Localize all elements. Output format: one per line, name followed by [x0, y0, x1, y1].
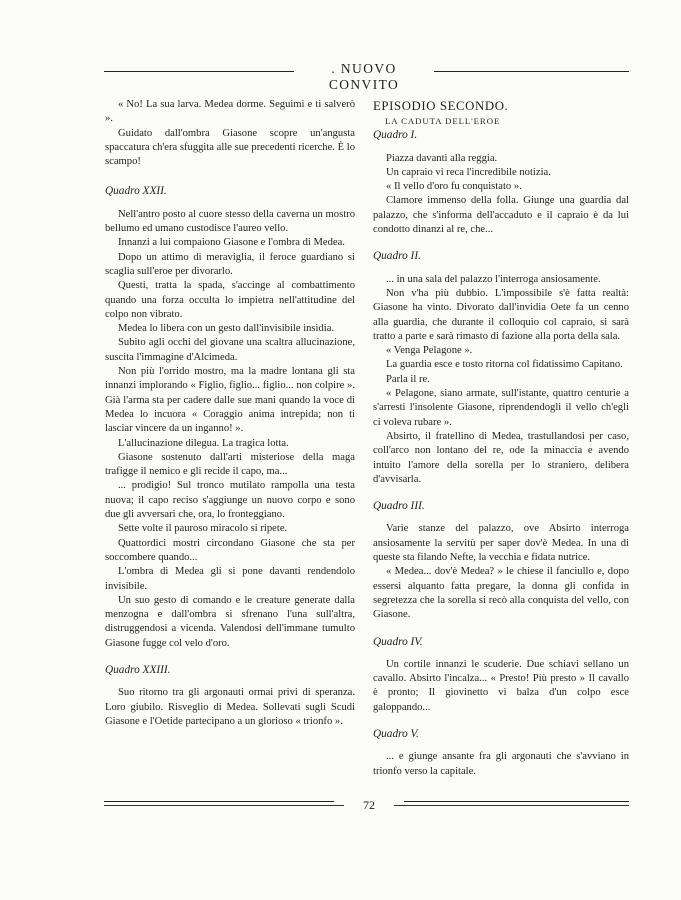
- left-column: [105, 98, 355, 729]
- paragraph: Absirto, il fratellino di Medea, trastullandosi per caso, coll'arco non lontano del re, ode la minaccia e avendo intuito l'amore della sorella per lo straniero, delibera d'avvisarla.: [373, 430, 629, 485]
- paragraph: Un cortile innanzi le scuderie. Due schiavi sellano un cavallo. Absirto l'incalza... « Presto! Più presto » Il cavallo è pronto; Il giovinetto vi balza d'un colpo esce galoppando...: [373, 658, 629, 713]
- footer-rule-right: [404, 801, 629, 802]
- paragraph: « No! La sua larva. Medea dorme. Seguimi e ti salverò ».: [105, 99, 355, 125]
- paragraph: Non v'ha più dubbio. L'impossibile s'è fatta realtà: Giasone ha vinto. Divorato dall'invidia Oete fa un cenno alla guardia, che durante il colloquio col capraio, si sarà tratto a parte e sarà rimasto di fazione alla porta della sala.: [373, 287, 629, 342]
- paragraph: Nell'antro posto al cuore stesso della caverna un mostro bellumo ed umano custodisce l'aureo vello.: [105, 208, 355, 235]
- paragraph: L'allucinazione dilegua. La tragica lotta.: [118, 437, 289, 449]
- paragraph: « Pelagone, siano armate, sull'istante, quattro centurie a s'arresti l'insolente Giasone, riprendendogli il vello ch'egli ci voleva rubare ».: [373, 388, 629, 428]
- section-heading-quadro-iv: Quadro IV.: [373, 635, 423, 648]
- paragraph: L'ombra di Medea gli si pone davanti rendendolo invisibile.: [105, 566, 355, 592]
- paragraph: Parla il re.: [386, 373, 430, 385]
- section-heading-quadro-i: Quadro I.: [373, 129, 418, 142]
- paragraph: Varie stanze del palazzo, ove Absirto interroga ansiosamente la servitù per saper dov'è Medea. In una di queste sta filando Nefte, la vecchia e fidata nutrice.: [373, 523, 629, 564]
- paragraph: Sette volte il pauroso miracolo si ripete.: [118, 523, 288, 535]
- section-heading-quadro-iii: Quadro III.: [373, 500, 425, 513]
- page-footer: [104, 797, 629, 827]
- section-heading-quadro-xxiii: Quadro XXIII.: [105, 663, 171, 676]
- paragraph: ... in una sala del palazzo l'interroga ansiosamente.: [386, 273, 601, 285]
- footer-rule-left: [104, 801, 334, 802]
- section-heading-quadro-xxii: Quadro XXII.: [105, 185, 167, 198]
- episode-title: EPISODIO SECONDO.: [373, 99, 509, 113]
- paragraph: Suo ritorno tra gli argonauti ormai privi di speranza. Loro giubilo. Risveglio di Medea. Sollevati sugli Scudi Giasone e l'Oetide partecipano a un glorioso « trionfo ».: [105, 687, 355, 727]
- paragraph: « Il vello d'oro fu conquistato ».: [386, 181, 522, 193]
- page-header: [104, 60, 629, 92]
- paragraph: Innanzi a lui compaiono Giasone e l'ombra di Medea.: [118, 237, 345, 249]
- paragraph: Dopo un attimo di meraviglia, il feroce guardiano si scaglia sull'eroe per divorarlo.: [105, 251, 355, 277]
- right-column: [373, 98, 629, 779]
- header-rule-right: [434, 71, 629, 72]
- paragraph: Medea lo libera con un gesto dall'invisibile insidia.: [118, 323, 335, 335]
- episode-subtitle: LA CADUTA DELL'EROE: [385, 116, 501, 126]
- paragraph: Un suo gesto di comando e le creature generate dalla menzogna e dall'ombra si sfrenano l'una sull'altra, distruggendosi a vicenda. Valendosi dell'immane tumulto Giasone fugge col velo d'oro.: [105, 594, 355, 649]
- header-rule-left: [104, 71, 294, 72]
- paragraph: Clamore immenso della folla. Giunge una guardia dal palazzo, che s'informa dell'accaduto e il capraio è da lui condotto dinanzi al re, che...: [373, 195, 629, 236]
- page-number: 72: [344, 798, 394, 813]
- journal-title: . NUOVO CONVITO: [328, 61, 400, 92]
- paragraph: « Medea... dov'è Medea? » le chiese il fanciullo e, dopo essersi alquanto fatta pregare, la donna gli confida in segretezza che la sorella si recò alla conquista del vello, con Giasone.: [373, 566, 629, 621]
- paragraph: Questi, tratta la spada, s'accinge al combattimento quando una forza occulta lo impietra nell'attitudine del colpo non vibrato.: [105, 280, 355, 320]
- section-heading-quadro-v: Quadro V.: [373, 727, 419, 740]
- paragraph: ... prodigio! Sul tronco mutilato rampolla una testa nuova; il capo reciso s'aggiunge un nuovo corpo e sono due gli avversari che, ora, lo fronteggiano.: [105, 480, 355, 521]
- paragraph: ... e giunge ansante fra gli argonauti che s'avviano in trionfo verso la capitale.: [373, 751, 629, 777]
- paragraph: La guardia esce e tosto ritorna col fidatissimo Capitano.: [386, 359, 623, 371]
- paragraph: Quattordici mostri circondano Giasone che sta per soccombere quando...: [105, 537, 355, 563]
- paragraph: Guidato dall'ombra Giasone scopre un'angusta spaccatura ch'era sfuggita alle sue precedenti ricerche. È lo scampo!: [105, 127, 355, 168]
- paragraph: Subito agli occhi del giovane una scaltra allucinazione, suscita l'immagine d'Alcimeda.: [105, 337, 355, 363]
- paragraph: Un capraio vi reca l'incredibile notizia.: [386, 166, 551, 178]
- paragraph: « Venga Pelagone ».: [386, 345, 473, 357]
- paragraph: Giasone sostenuto dall'arti misteriose della maga trafigge il nemico e gli recide il capo, ma...: [105, 451, 355, 478]
- paragraph: Non più l'orrido mostro, ma la madre lontana gli sta innanzi implorando « Figlio, figlio... figlio... non colpire ». Già l'arma sta per cadere dalle sue mani quando la voce di Medea lo incuora « Coraggio anima intrepida; non ti lasciar vincere da un inganno! ».: [105, 366, 355, 435]
- paragraph: Piazza davanti alla reggia.: [386, 152, 498, 164]
- section-heading-quadro-ii: Quadro II.: [373, 250, 421, 263]
